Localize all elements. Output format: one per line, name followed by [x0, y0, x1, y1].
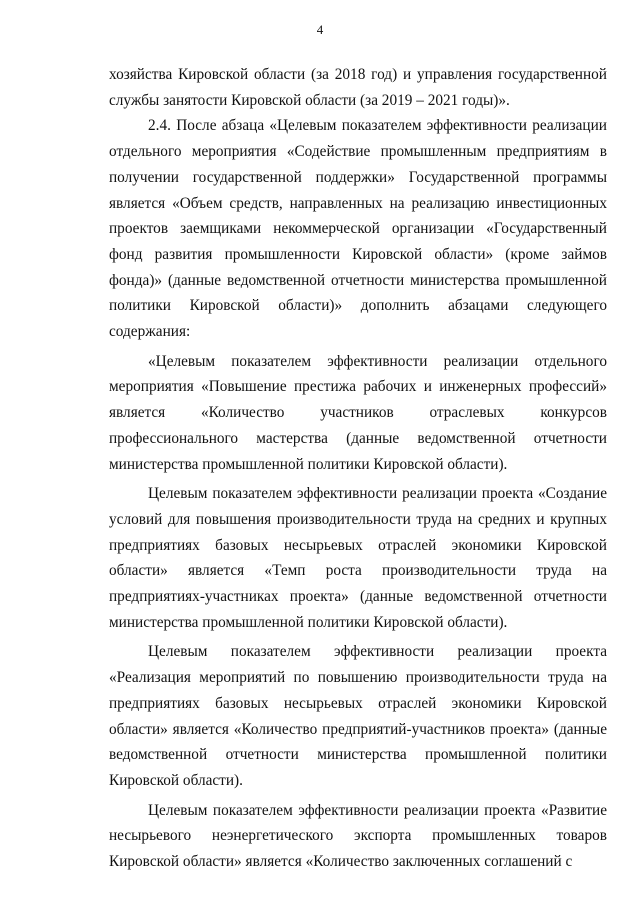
paragraph-section-2-4: 2.4. После абзаца «Целевым показателем эффективности реализации отдельного мероприятия «Содействие промышленным предприятиям в получении государственной поддержки» Государственной программы является «Объем средств, направленных на реализацию инвестиционных проектов заемщиками некоммерческой организации «Государственный фонд развития промышленности Кировской области» (кроме займов фонда)» (данные ведомственной отчетности министерства промышленной политики Кировской области)» дополнить абзацами следующего содержания:: [109, 117, 607, 341]
paragraph-professions-indicator: «Целевым показателем эффективности реализации отдельного мероприятия «Повышение престижа рабочих и инженерных профессий» является «Количество участников отраслевых конкурсов профессионального мастерства (данные ведомственной отчетности министерства промышленной политики Кировской области).: [109, 352, 607, 473]
paragraph-productivity-growth-indicator: Целевым показателем эффективности реализации проекта «Создание условий для повышения производительности труда на средних и крупных предприятиях базовых несырьевых отраслей экономики Кировской области» является «Темп роста производительности труда на предприятиях-участниках проекта» (данные ведомственной отчетности министерства промышленной политики Кировской области).: [109, 485, 607, 631]
paragraph-continuation: хозяйства Кировской области (за 2018 год) и управления государственной службы занятости Кировской области (за 2019 – 2021 годы)».: [109, 66, 607, 109]
page-number: 4: [316, 22, 324, 37]
paragraph-export-indicator: Целевым показателем эффективности реализации проекта «Развитие несырьевого неэнергетического экспорта промышленных товаров Кировской области» является «Количество заключенных соглашений с: [109, 801, 607, 871]
document-body: [109, 62, 607, 875]
paragraph-productivity-enterprises-indicator: Целевым показателем эффективности реализации проекта «Реализация мероприятий по повышению производительности труда на предприятиях базовых несырьевых отраслей экономики Кировской области» является «Количество предприятий-участников проекта» (данные ведомственной отчетности министерства промышленной политики Кировской области).: [109, 643, 607, 789]
